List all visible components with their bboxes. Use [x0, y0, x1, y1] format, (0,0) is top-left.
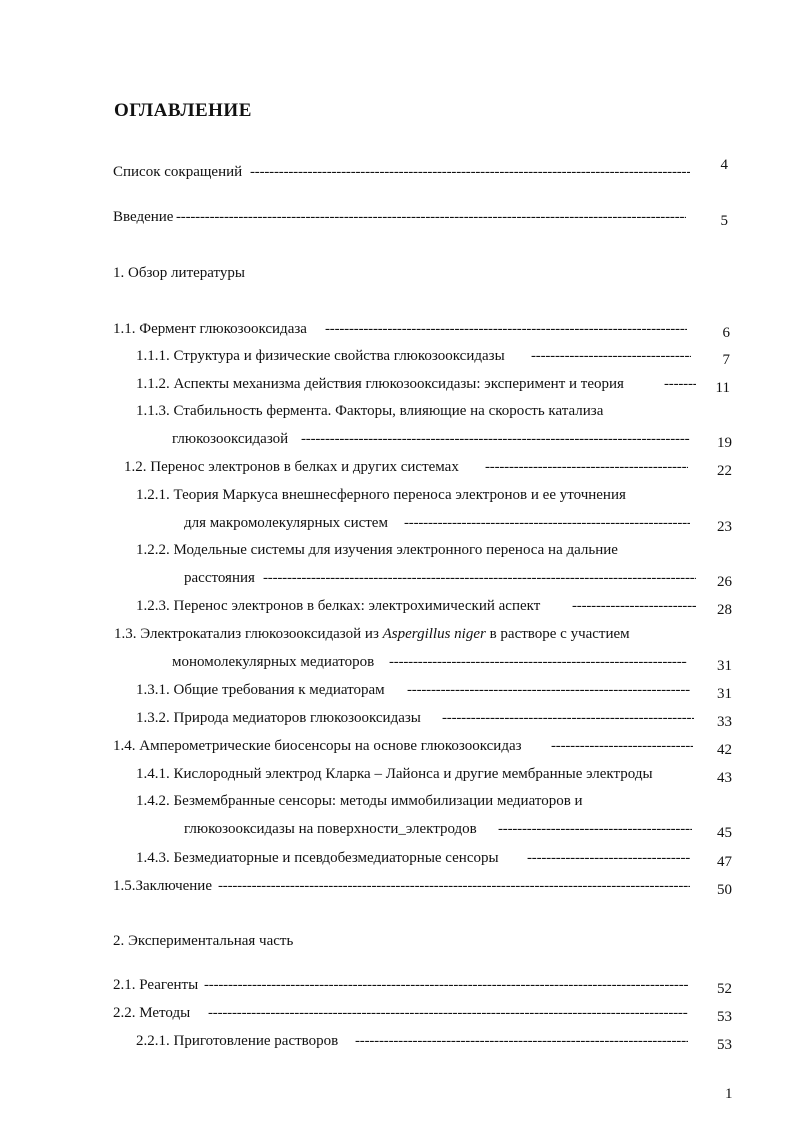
- toc-leader: [355, 1032, 688, 1050]
- toc-page-number: 45: [717, 825, 732, 841]
- toc-entry-1-2-3: 1.2.3. Перенос электронов в белках: электрохимический аспект: [136, 598, 541, 614]
- toc-entry-1-2-1: 1.2.1. Теория Маркуса внешнесферного переноса электронов и ее уточнения: [136, 487, 626, 503]
- toc-entry-1-4: 1.4. Амперометрические биосенсоры на основе глюкозооксидаз: [113, 738, 522, 754]
- toc-leader: [263, 569, 696, 587]
- toc-entry-1-2-2-cont: расстояния: [184, 570, 255, 586]
- page-number: 1: [725, 1086, 733, 1102]
- toc-page-number: 42: [717, 742, 732, 758]
- toc-leader: [485, 458, 688, 476]
- toc-page-number: 33: [717, 714, 732, 730]
- toc-leader: [176, 208, 686, 226]
- toc-page-number: 53: [717, 1037, 732, 1053]
- toc-leader: [301, 430, 690, 448]
- toc-entry-1-1-3: 1.1.3. Стабильность фермента. Факторы, влияющие на скорость катализа: [136, 403, 604, 419]
- toc-chapter-2: 2. Экспериментальная часть: [113, 933, 294, 949]
- toc-leader: [250, 163, 690, 181]
- toc-entry-1-4-2: 1.4.2. Безмембранные сенсоры: методы иммобилизации медиаторов и: [136, 793, 583, 809]
- toc-entry-2-2: 2.2. Методы: [113, 1005, 191, 1021]
- toc-page-number: 31: [717, 686, 732, 702]
- toc-entry-1-3-2: 1.3.2. Природа медиаторов глюкозооксидазы: [136, 710, 421, 726]
- toc-entry-1-3: [114, 625, 630, 643]
- toc-page-number: 23: [717, 519, 732, 535]
- toc-entry-1-1-1: 1.1.1. Структура и физические свойства глюкозооксидазы: [136, 348, 505, 364]
- toc-page-number: 7: [722, 352, 730, 368]
- toc-entry-1-4-3: 1.4.3. Безмедиаторные и псевдобезмедиаторные сенсоры: [136, 850, 499, 866]
- toc-leader: [498, 820, 692, 838]
- toc-leader: [527, 849, 690, 867]
- toc-entry-2-1: 2.1. Реагенты: [113, 977, 199, 993]
- toc-leader: [407, 681, 690, 699]
- toc-entry-1-1-3-cont: глюкозооксидазой: [172, 431, 289, 447]
- toc-page-number: 47: [717, 854, 732, 870]
- toc-page-number: 52: [717, 981, 732, 997]
- toc-page-number: 6: [722, 325, 730, 341]
- toc-leader: [389, 653, 687, 671]
- toc-leader: [551, 737, 693, 755]
- toc-leader: [442, 709, 694, 727]
- toc-entry-1-3-1: 1.3.1. Общие требования к медиаторам: [136, 682, 385, 698]
- toc-page-number: 5: [720, 213, 728, 229]
- toc-leader: [404, 514, 690, 532]
- toc-entry-1-1-2: 1.1.2. Аспекты механизма действия глюкозооксидазы: эксперимент и теория: [136, 376, 624, 392]
- toc-entry-1-2: 1.2. Перенос электронов в белках и других системах: [124, 459, 459, 475]
- toc-page-number: 50: [717, 882, 732, 898]
- toc-entry-1-2-2: 1.2.2. Модельные системы для изучения электронного переноса на дальние: [136, 542, 618, 558]
- toc-page-number: 28: [717, 602, 732, 618]
- toc-entry-1-3-species: Aspergillus niger: [382, 626, 486, 642]
- toc-entry-1-4-2-cont: глюкозооксидазы на поверхности_электродов: [184, 821, 477, 837]
- toc-entry-1-1: 1.1. Фермент глюкозооксидаза: [113, 321, 307, 337]
- toc-page-number: 31: [717, 658, 732, 674]
- toc-entry-1-2-1-cont: для макромолекулярных систем: [184, 515, 388, 531]
- toc-page-number: 19: [717, 435, 732, 451]
- toc-page-number: 26: [717, 574, 732, 590]
- toc-entry-abbreviations: Список сокращений: [113, 164, 243, 180]
- toc-chapter-1: 1. Обзор литературы: [113, 265, 245, 281]
- toc-leader: [325, 320, 687, 338]
- page-title: ОГЛАВЛЕНИЕ: [114, 100, 252, 121]
- toc-entry-1-5: 1.5.Заключение: [113, 878, 212, 894]
- toc-entry-2-2-1: 2.2.1. Приготовление растворов: [136, 1033, 339, 1049]
- toc-leader: [208, 1004, 688, 1022]
- toc-leader: [218, 877, 690, 895]
- toc-leader: [204, 976, 688, 994]
- toc-entry-1-4-1: 1.4.1. Кислородный электрод Кларка – Лайонса и другие мембранные электроды: [136, 766, 653, 782]
- toc-entry-1-3-cont: мономолекулярных медиаторов: [172, 654, 375, 670]
- toc-page-number: 22: [717, 463, 732, 479]
- toc-page-number: 43: [717, 770, 732, 786]
- toc-entry-1-3-part-a: 1.3. Электрокатализ глюкозооксидазой из: [114, 626, 383, 642]
- toc-leader: [531, 347, 691, 365]
- toc-entry-introduction: Введение: [113, 209, 174, 225]
- toc-page-number: 53: [717, 1009, 732, 1025]
- toc-page-number: 4: [720, 157, 728, 173]
- toc-page-number: 11: [715, 380, 730, 396]
- toc-entry-1-3-part-c: в растворе с участием: [485, 626, 630, 642]
- toc-leader: [572, 597, 696, 615]
